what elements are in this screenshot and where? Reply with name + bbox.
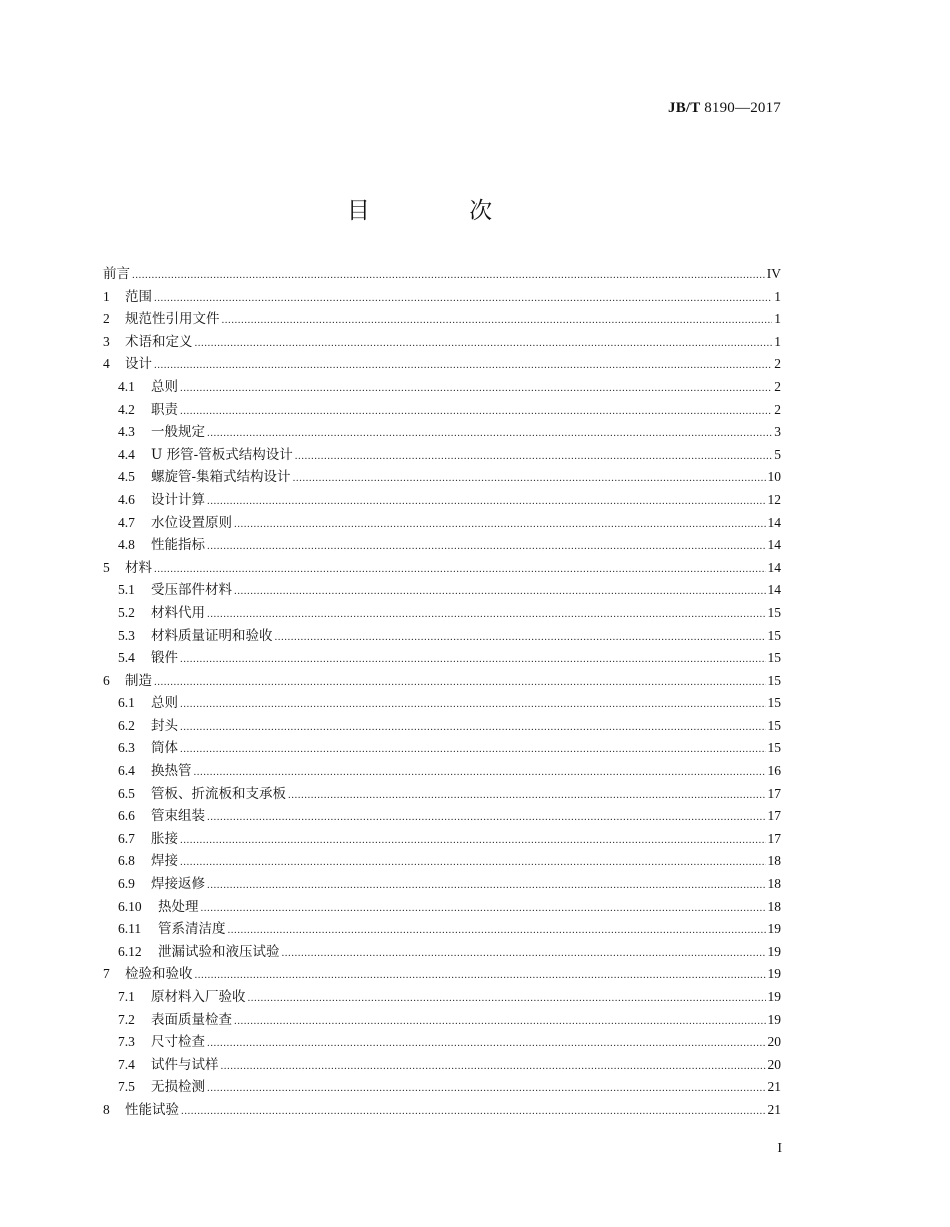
toc-entry-label: U 形管-管板式结构设计 (151, 446, 293, 463)
dot-leader (195, 332, 773, 355)
toc-entry-page: 19 (767, 943, 781, 959)
toc-entry[interactable] (103, 625, 781, 648)
toc-entry-label: 泄漏试验和液压试验 (158, 943, 280, 960)
toc-entry-page: 20 (767, 1034, 781, 1050)
toc-entry-page: 2 (774, 401, 781, 417)
toc-entry-page: 2 (774, 356, 781, 372)
toc-entry-page: 10 (767, 469, 781, 485)
toc-entry-label: 材料 (125, 559, 152, 576)
toc-entry-page: 15 (767, 717, 781, 733)
toc-entry-label: 术语和定义 (125, 333, 193, 350)
table-of-contents (103, 263, 781, 1122)
toc-entry-number: 4.6 (118, 491, 135, 507)
toc-entry-number: 5.2 (118, 604, 135, 620)
page-number: I (777, 1141, 782, 1156)
dot-leader (295, 445, 773, 468)
toc-entry-number: 7.1 (118, 989, 135, 1004)
toc-entry-page: 18 (767, 853, 781, 869)
toc-entry[interactable] (103, 805, 781, 828)
toc-entry-label: 筒体 (151, 740, 178, 757)
toc-entry[interactable] (103, 1054, 781, 1077)
toc-entry-number: 7.5 (118, 1079, 135, 1095)
toc-entry-number: 6.7 (118, 830, 135, 846)
toc-entry-page: 19 (767, 921, 781, 937)
dot-leader (222, 309, 773, 332)
dot-leader (194, 761, 766, 784)
toc-entry-label: 性能试验 (125, 1101, 179, 1118)
toc-entry-label: 热处理 (158, 898, 199, 915)
toc-entry-number: 4.8 (118, 537, 135, 553)
dot-leader (293, 467, 766, 490)
toc-entry-number: 6.10 (118, 898, 142, 914)
toc-entry-page: 1 (774, 288, 781, 304)
toc-entry[interactable] (103, 918, 781, 941)
toc-entry-label: 前言 (103, 266, 130, 282)
toc-entry-page: 14 (767, 537, 781, 553)
toc-entry-page: 12 (767, 491, 781, 507)
dot-leader (248, 987, 766, 1010)
toc-entry-label: 无损检测 (151, 1079, 205, 1096)
toc-entry-number: 6.8 (118, 853, 135, 869)
toc-entry-number: 7.4 (118, 1056, 135, 1072)
toc-entry-label: 尺寸检查 (151, 1034, 205, 1051)
dot-leader (207, 1032, 766, 1055)
toc-entry[interactable] (103, 896, 781, 919)
dot-leader (234, 580, 766, 603)
toc-entry-label: 总则 (151, 695, 178, 712)
toc-entry-page: 19 (767, 989, 781, 1004)
toc-entry-label: 试件与试样 (151, 1056, 219, 1073)
dot-leader (207, 422, 772, 445)
dot-leader (180, 851, 766, 874)
toc-entry[interactable] (103, 873, 781, 896)
dot-leader (180, 648, 766, 671)
toc-entry-number: 2 (103, 311, 110, 327)
toc-entry[interactable] (103, 760, 781, 783)
toc-entry-label: 检验和验收 (125, 966, 193, 983)
toc-entry[interactable] (103, 376, 781, 399)
toc-entry-number: 4.4 (118, 446, 135, 462)
toc-entry-number: 4.5 (118, 469, 135, 485)
toc-entry-page: 20 (767, 1056, 781, 1072)
toc-entry-number: 6.2 (118, 717, 135, 733)
toc-entry[interactable] (103, 489, 781, 512)
standard-num: 8190 (704, 100, 735, 116)
standard-code: JB/T (668, 100, 701, 116)
toc-entry-number: 7 (103, 966, 110, 982)
toc-entry[interactable] (103, 286, 781, 309)
toc-entry[interactable] (103, 263, 781, 286)
toc-entry-page: IV (766, 266, 781, 281)
toc-entry[interactable] (103, 331, 781, 354)
toc-entry-number: 3 (103, 333, 110, 349)
toc-entry-label: 焊接 (151, 853, 178, 870)
toc-entry-label: 设计 (125, 356, 152, 373)
dot-leader (154, 287, 772, 310)
toc-entry[interactable] (103, 647, 781, 670)
toc-entry-number: 8 (103, 1101, 110, 1117)
toc-entry-label: 管系清洁度 (158, 921, 226, 938)
toc-entry-label: 锻件 (151, 650, 178, 667)
toc-entry-number: 4 (103, 356, 110, 372)
toc-entry-label: 一般规定 (151, 424, 205, 441)
dot-leader (195, 964, 766, 987)
toc-entry[interactable] (103, 783, 781, 806)
toc-entry-label: 管束组装 (151, 808, 205, 825)
toc-entry-number: 4.1 (118, 378, 135, 394)
toc-entry-page: 14 (767, 559, 781, 575)
toc-entry-label: 水位设置原则 (151, 514, 232, 531)
toc-entry[interactable] (103, 1076, 781, 1099)
dot-leader (234, 1010, 766, 1033)
dot-leader (282, 942, 766, 965)
toc-entry-page: 15 (767, 604, 781, 620)
toc-entry-number: 4.3 (118, 424, 135, 440)
dot-leader (207, 490, 766, 513)
toc-entry-number: 7.3 (118, 1034, 135, 1050)
toc-entry[interactable] (103, 715, 781, 738)
toc-entry-label: 胀接 (151, 830, 178, 847)
toc-entry-page: 17 (767, 785, 781, 801)
toc-entry-page: 15 (767, 627, 781, 643)
dot-leader (207, 1077, 766, 1100)
toc-entry-label: 材料质量证明和验收 (151, 627, 273, 644)
dot-leader (207, 535, 766, 558)
toc-entry-number: 6.3 (118, 740, 135, 756)
toc-entry-page: 17 (767, 808, 781, 824)
toc-entry[interactable] (103, 579, 781, 602)
toc-entry-number: 6.1 (118, 695, 135, 711)
toc-entry-label: 设计计算 (151, 491, 205, 508)
toc-entry-label: 职责 (151, 401, 178, 418)
toc-entry-number: 6 (103, 672, 110, 688)
toc-entry-label: 表面质量检查 (151, 1011, 232, 1028)
dot-leader (275, 626, 766, 649)
toc-entry[interactable] (103, 444, 781, 467)
toc-entry[interactable] (103, 399, 781, 422)
toc-entry-label: 管板、折流板和支承板 (151, 785, 286, 802)
toc-entry-number: 6.6 (118, 808, 135, 824)
dot-leader (207, 874, 766, 897)
toc-entry-label: 螺旋管-集箱式结构设计 (151, 469, 291, 486)
toc-entry-label: 受压部件材料 (151, 582, 232, 599)
toc-entry[interactable] (103, 353, 781, 376)
toc-entry-number: 6.9 (118, 876, 135, 892)
dot-leader (207, 806, 766, 829)
dot-leader (228, 919, 766, 942)
toc-entry-number: 4.7 (118, 514, 135, 530)
toc-entry-number: 1 (103, 288, 110, 304)
toc-entry[interactable] (103, 1099, 781, 1122)
toc-entry-number: 5.1 (118, 582, 135, 598)
standard-number (668, 100, 781, 117)
toc-entry-page: 15 (767, 672, 781, 688)
toc-entry-label: 焊接返修 (151, 876, 205, 893)
toc-entry-page: 15 (767, 650, 781, 666)
dot-leader (181, 1100, 766, 1123)
toc-entry-page: 18 (767, 876, 781, 892)
toc-entry[interactable] (103, 308, 781, 331)
dot-leader (288, 784, 766, 807)
toc-entry[interactable] (103, 670, 781, 693)
toc-entry[interactable] (103, 1009, 781, 1032)
toc-entry-page: 14 (767, 582, 781, 598)
toc-entry[interactable] (103, 963, 781, 986)
toc-entry-number: 6.4 (118, 763, 135, 779)
toc-entry-label: 材料代用 (151, 604, 205, 621)
toc-entry-number: 6.5 (118, 785, 135, 801)
toc-entry-label: 制造 (125, 672, 152, 689)
dot-leader (180, 738, 766, 761)
dot-leader (234, 513, 766, 536)
dot-leader (132, 264, 765, 287)
toc-entry-number: 4.2 (118, 401, 135, 417)
toc-entry-number: 6.11 (118, 921, 142, 937)
toc-entry-page: 14 (767, 514, 781, 530)
toc-title: 目 次 (346, 198, 539, 224)
dot-leader (154, 354, 772, 377)
toc-entry-label: 换热管 (151, 763, 192, 780)
toc-entry[interactable] (103, 986, 781, 1009)
dot-leader (221, 1055, 766, 1078)
dot-leader (154, 558, 766, 581)
toc-entry-page: 21 (767, 1079, 781, 1095)
toc-entry[interactable] (103, 421, 781, 444)
toc-entry-page: 19 (767, 1011, 781, 1027)
toc-entry-page: 2 (774, 378, 781, 394)
toc-entry-label: 规范性引用文件 (125, 311, 220, 328)
toc-entry-number: 6.12 (118, 943, 142, 959)
dot-leader (180, 829, 766, 852)
toc-entry-page: 18 (767, 898, 781, 914)
toc-entry-label: 封头 (151, 717, 178, 734)
toc-entry[interactable] (103, 941, 781, 964)
toc-entry-page: 17 (767, 830, 781, 846)
toc-entry-label: 范围 (125, 288, 152, 305)
toc-entry[interactable] (103, 850, 781, 873)
toc-entry-page: 5 (774, 446, 781, 462)
toc-entry-number: 5 (103, 559, 110, 575)
dot-leader (180, 400, 772, 423)
toc-entry[interactable] (103, 466, 781, 489)
toc-entry-label: 总则 (151, 378, 178, 395)
dot-leader (180, 377, 772, 400)
toc-entry[interactable] (103, 1031, 781, 1054)
toc-entry[interactable] (103, 828, 781, 851)
toc-entry[interactable] (103, 737, 781, 760)
toc-entry-page: 3 (774, 424, 781, 440)
toc-entry-page: 15 (767, 695, 781, 711)
toc-entry[interactable] (103, 512, 781, 535)
toc-entry-number: 5.3 (118, 627, 135, 643)
toc-entry-page: 19 (767, 966, 781, 982)
toc-entry[interactable] (103, 557, 781, 580)
dot-leader (180, 693, 766, 716)
toc-entry-number: 7.2 (118, 1011, 135, 1027)
toc-entry-page: 1 (774, 311, 781, 327)
toc-entry-page: 1 (774, 333, 781, 349)
toc-entry-number: 5.4 (118, 650, 135, 666)
toc-entry[interactable] (103, 534, 781, 557)
toc-entry[interactable] (103, 602, 781, 625)
dot-leader (180, 716, 766, 739)
toc-entry-page: 15 (767, 740, 781, 756)
dot-leader (207, 603, 766, 626)
dot-leader (201, 897, 766, 920)
toc-entry-label: 性能指标 (151, 537, 205, 554)
dot-leader (154, 671, 766, 694)
toc-entry-label: 原材料入厂验收 (151, 989, 246, 1005)
toc-entry-page: 16 (767, 763, 781, 779)
standard-year: —2017 (735, 100, 781, 116)
toc-entry[interactable] (103, 692, 781, 715)
toc-entry-page: 21 (767, 1101, 781, 1117)
